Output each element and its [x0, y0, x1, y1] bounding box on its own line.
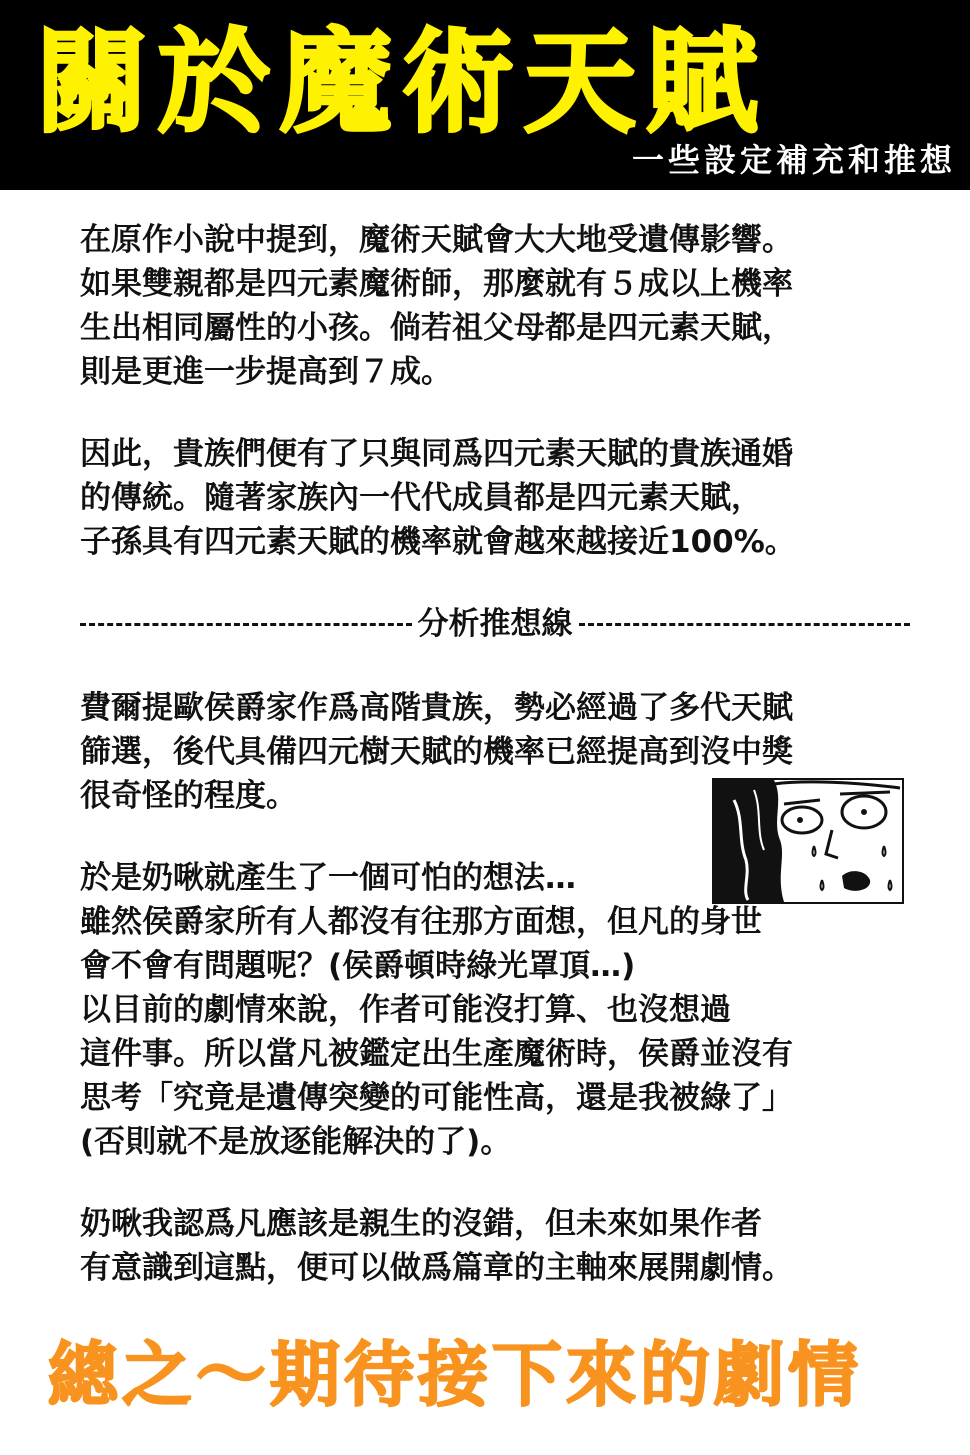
closing-message: 總之～期待接下來的劇情	[48, 1334, 862, 1416]
page-title: 關於魔術天賦	[36, 18, 768, 148]
paragraph-conclusion	[80, 1202, 910, 1290]
article-body	[80, 218, 910, 1328]
shocked-face-illustration	[712, 778, 904, 904]
header-banner	[0, 0, 970, 190]
text-line: (否則就不是放逐能解決的了)。	[80, 1124, 512, 1160]
section-divider	[80, 602, 910, 646]
text-line: 生出相同屬性的小孩。倘若祖父母都是四元素天賦，	[80, 310, 793, 346]
text-line: 則是更進一步提高到７成。	[80, 354, 452, 390]
text-line: 篩選，後代具備四元樹天賦的機率已經提高到沒中獎	[80, 734, 793, 770]
shocked-face-icon	[714, 780, 902, 902]
text-line: 雖然侯爵家所有人都沒有往那方面想，但凡的身世	[80, 904, 762, 940]
text-line: 以目前的劇情來說，作者可能沒打算、也沒想過	[80, 992, 731, 1028]
text-line: 的傳統。隨著家族內一代代成員都是四元素天賦，	[80, 480, 762, 516]
divider-dash-left	[80, 623, 412, 626]
text-line: 在原作小說中提到，魔術天賦會大大地受遺傳影響。	[80, 222, 793, 258]
text-line: 很奇怪的程度。	[80, 778, 297, 814]
text-line: 思考「究竟是遺傳突變的可能性高，還是我被綠了」	[80, 1080, 793, 1116]
page-subtitle: 一些設定補充和推想	[631, 141, 956, 179]
text-line: 會不會有問題呢？(侯爵頓時綠光罩頂…)	[80, 948, 636, 984]
divider-dash-right	[579, 623, 911, 626]
text-line: 這件事。所以當凡被鑑定出生產魔術時，侯爵並沒有	[80, 1036, 793, 1072]
text-line: 費爾提歐侯爵家作爲高階貴族，勢必經過了多代天賦	[80, 690, 793, 726]
text-line: 於是奶啾就產生了一個可怕的想法…	[80, 860, 576, 896]
divider-label: 分析推想線	[417, 606, 573, 642]
text-line: 有意識到這點，便可以做爲篇章的主軸來展開劇情。	[80, 1250, 793, 1286]
text-line: 如果雙親都是四元素魔術師，那麼就有５成以上機率	[80, 266, 793, 302]
text-line: 因此，貴族們便有了只與同爲四元素天賦的貴族通婚	[80, 436, 793, 472]
paragraph-inheritance	[80, 218, 910, 394]
paragraph-nobility	[80, 432, 910, 564]
text-line: 子孫具有四元素天賦的機率就會越來越接近100%。	[80, 524, 796, 560]
text-line: 奶啾我認爲凡應該是親生的沒錯，但未來如果作者	[80, 1206, 762, 1242]
